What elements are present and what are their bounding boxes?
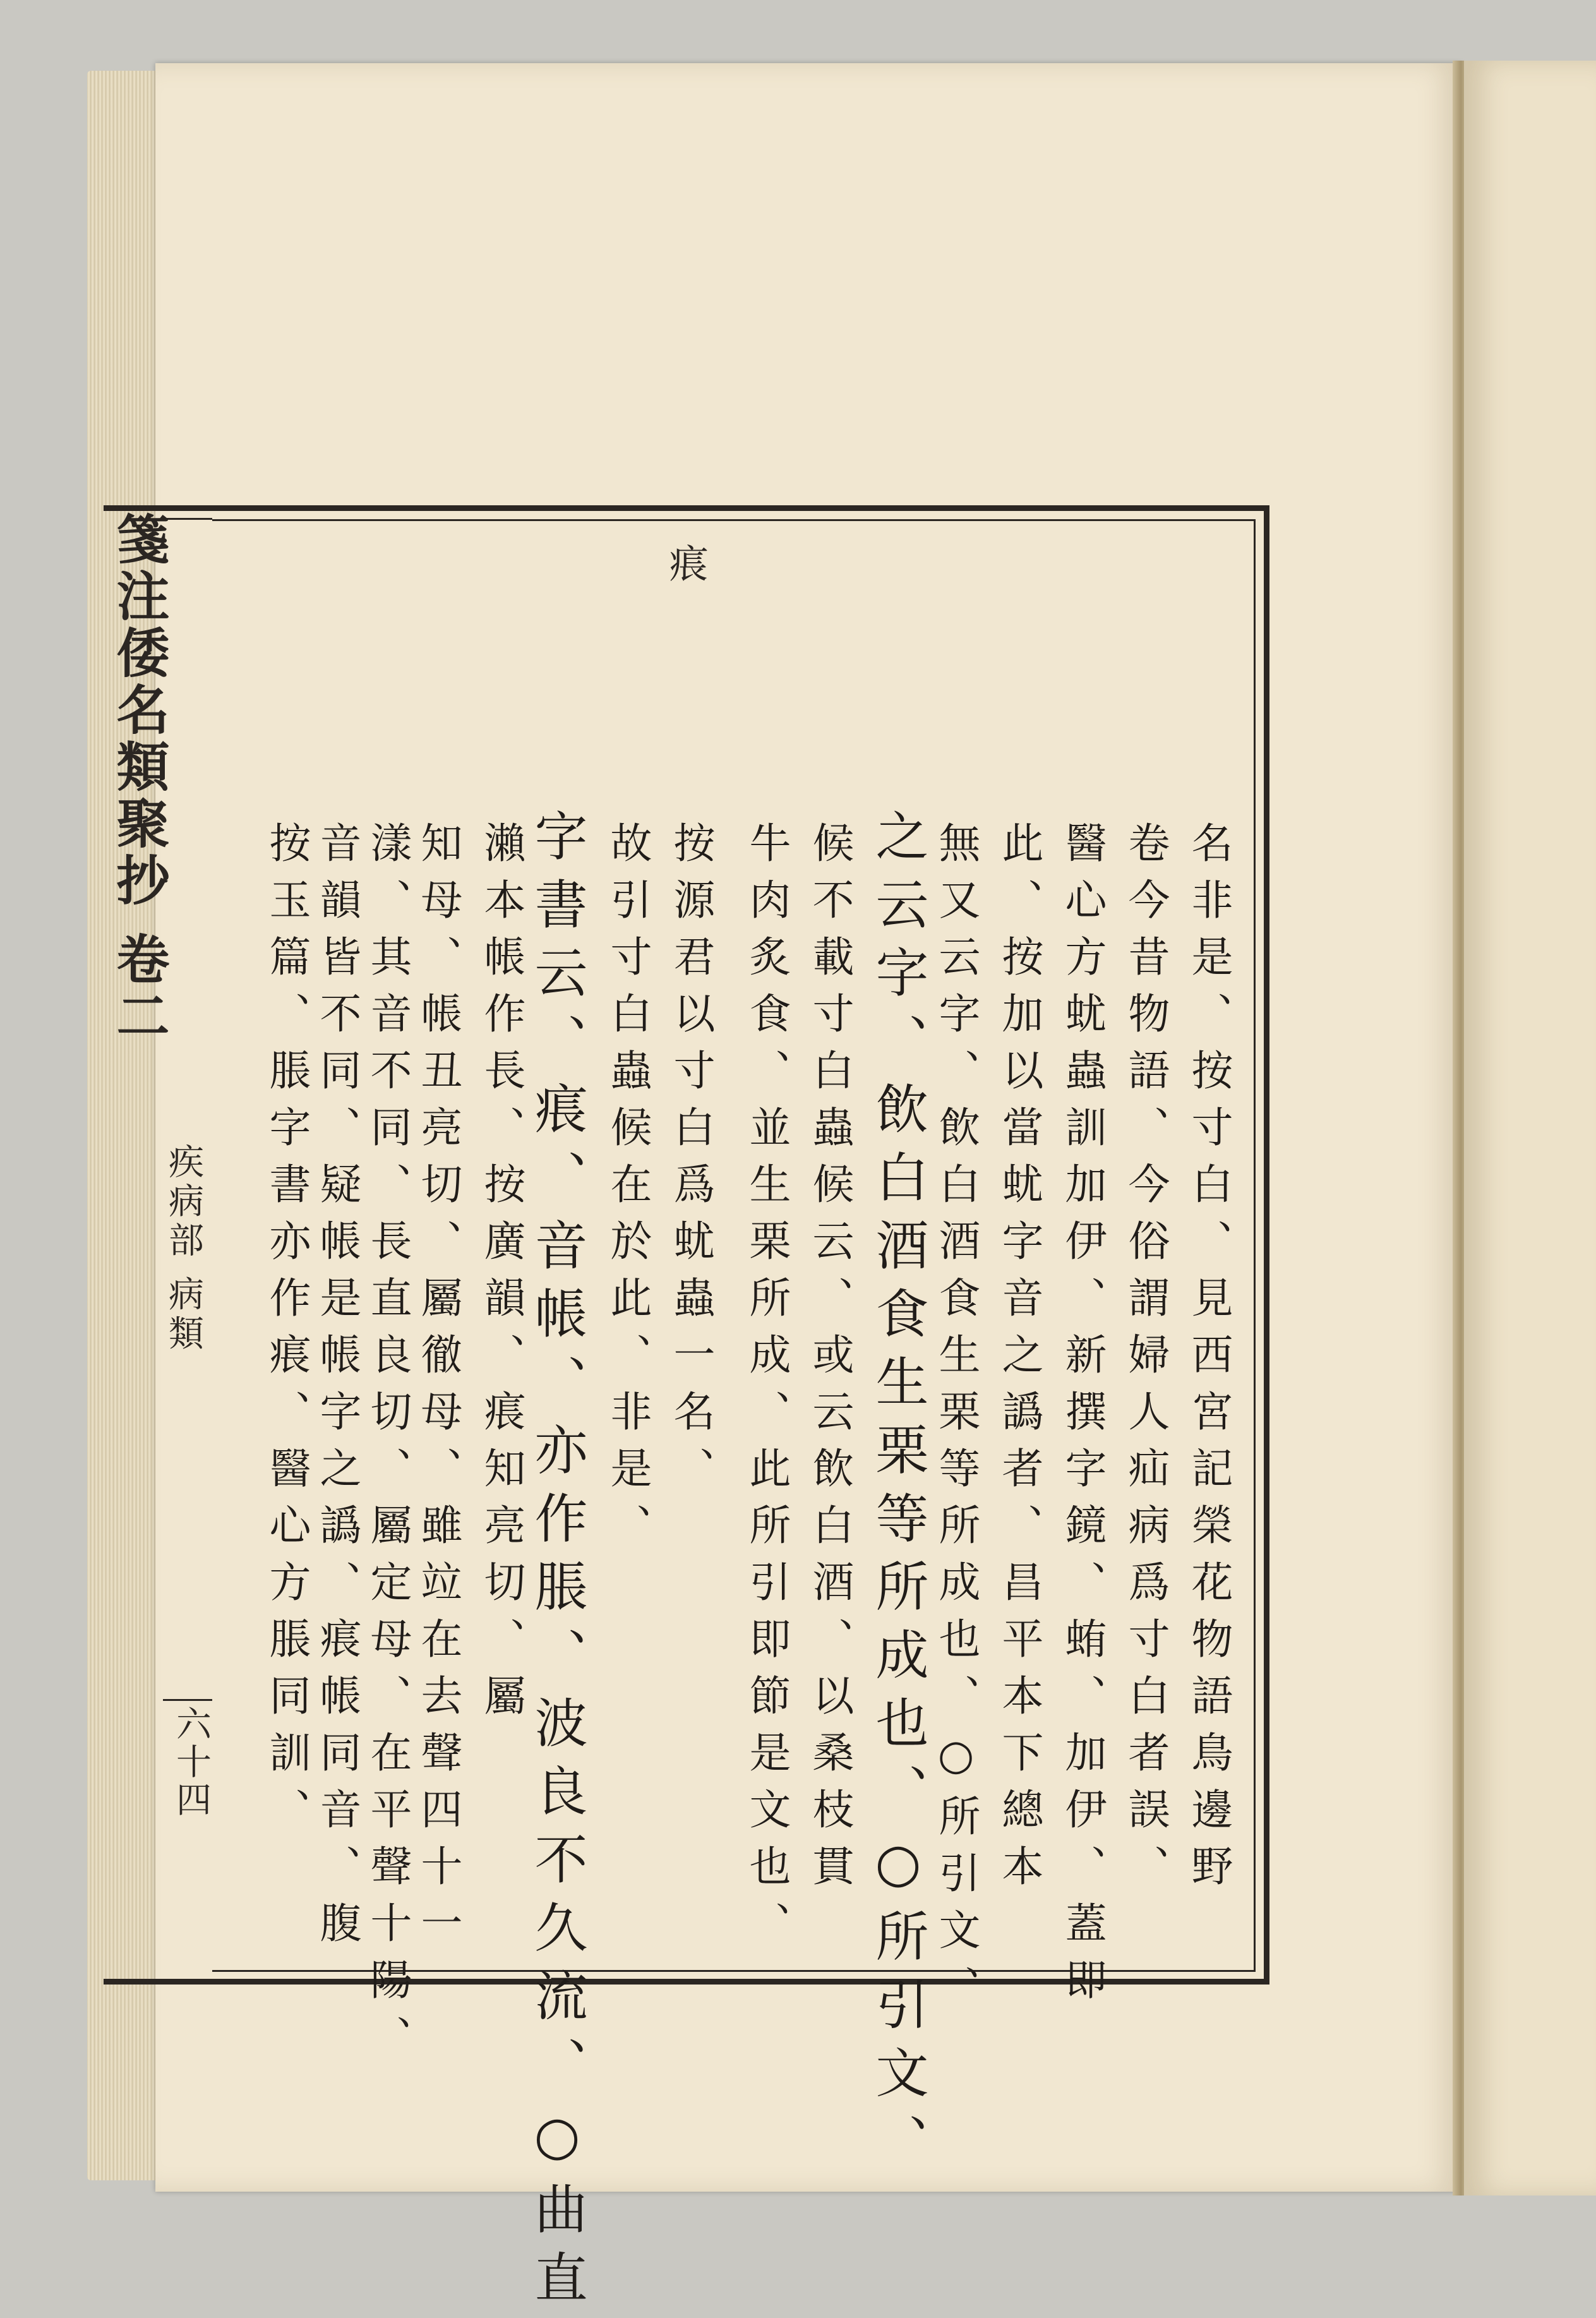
page-number: 六十四 <box>171 1705 212 1819</box>
text-column-large: 字書云、痮、音帳、亦作脹、波良不久流、○曲直 <box>526 808 588 2318</box>
text-column: 候不載寸白蟲候云、或云飲白酒、以桑枝貫 <box>805 821 854 1901</box>
right-page <box>1464 61 1596 2195</box>
text-column: 卷今昔物語、今俗謂婦人疝病爲寸白者誤、 <box>1121 821 1170 1901</box>
text-column: 知母、帳丑亮切、屬徹母、雖竝在去聲四十一 <box>414 821 462 1958</box>
text-column: 按源君以寸白爲蚘蟲一名、 <box>666 821 715 1503</box>
text-column: 瀨本帳作長、按廣韻、痮知亮切、屬 <box>477 821 525 1731</box>
text-column: 名非是、按寸白、見西宮記榮花物語鳥邊野 <box>1184 821 1233 1901</box>
text-column: 此、按加以當蚘字音之譌者、昌平本下總本 <box>995 821 1043 1901</box>
text-column: 故引寸白蟲候在於此、非是、 <box>603 821 652 1560</box>
text-column: 漾、其音不同、長直良切、屬定母、在平聲十陽、 <box>363 821 412 2072</box>
book-title: 箋注倭名類聚抄 卷二 <box>108 512 171 1046</box>
text-column: 無又云字、飲白酒食生栗等所成也、○所引文、 <box>932 821 980 2022</box>
margin-rule <box>163 1699 212 1701</box>
text-column: 按玉篇、脹字書亦作痮、醫心方脹同訓、 <box>262 821 311 1844</box>
text-column: 醫心方蚘蟲訓加伊、新撰字鏡、蛕、加伊、蓋即 <box>1058 821 1107 2015</box>
text-column-large: 之云字、飲白酒食生栗等所成也、○所引文、 <box>867 808 929 2182</box>
text-column: 音韻皆不同、疑帳是帳字之譌、痮帳同音、腹 <box>313 821 361 1958</box>
text-column: 牛肉炙食、並生栗所成、此所引即節是文也、 <box>742 821 791 1958</box>
section-label: 疾病部 病類 <box>163 1143 204 1354</box>
entry-heading: 痮 <box>663 543 709 582</box>
